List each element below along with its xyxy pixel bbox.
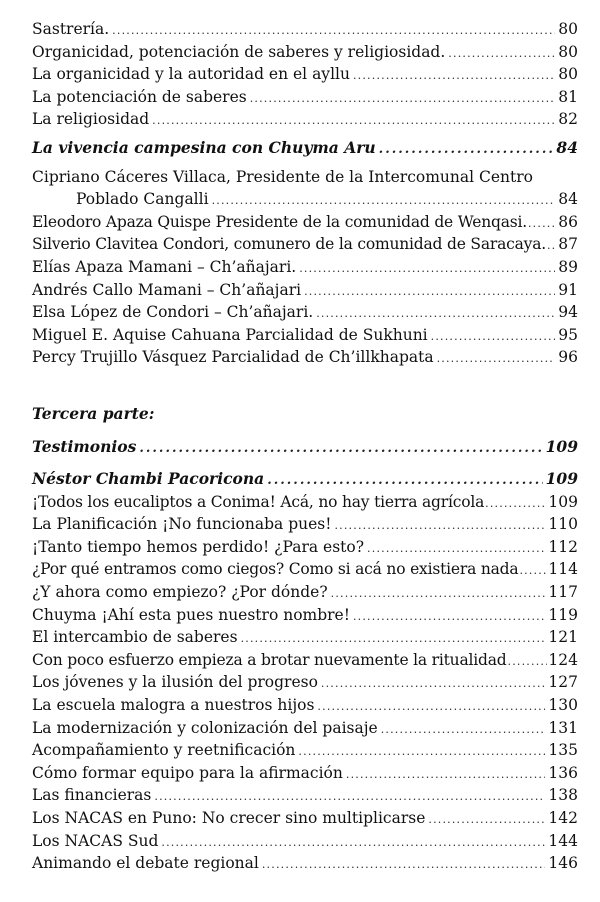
toc-entry-title: Organicidad, potenciación de saberes y religiosidad.	[32, 42, 446, 61]
toc-entry[interactable]	[32, 694, 578, 717]
toc-entry-title: Elías Apaza Mamani – Ch’añajari.	[32, 257, 297, 276]
toc-entry-title: Animando el debate regional	[32, 854, 259, 873]
dot-leader	[428, 809, 545, 832]
dot-leader	[448, 43, 555, 66]
toc-section-page: 109	[545, 436, 578, 456]
toc-entry[interactable]	[32, 211, 578, 234]
toc-entry[interactable]	[32, 491, 578, 514]
toc-entry-title: La religiosidad	[32, 110, 150, 129]
toc-entry-title: Chuyma ¡Ahí esta pues nuestro nombre!	[32, 605, 350, 624]
toc-entry-title-line2: Poblado Cangalli	[76, 190, 209, 209]
toc-entry-page: 110	[548, 515, 578, 534]
toc-entry-page: 138	[548, 786, 578, 805]
toc-entry-page: 87	[558, 235, 578, 254]
dot-leader	[508, 651, 548, 674]
toc-entry-page: 136	[548, 763, 578, 782]
part-heading: Tercera parte:	[32, 403, 155, 423]
toc-section-title: Testimonios	[32, 436, 137, 456]
toc-entry-page: 86	[558, 212, 578, 231]
toc-entry[interactable]	[32, 762, 578, 785]
dot-leader	[353, 606, 545, 629]
toc-entry-page: 109	[548, 492, 578, 511]
toc-section-testimonios[interactable]	[32, 436, 578, 459]
toc-entry[interactable]	[32, 717, 578, 740]
dot-leader	[267, 470, 542, 493]
toc-entry[interactable]	[32, 671, 578, 694]
toc-entry-page: 81	[558, 87, 578, 106]
dot-leader	[437, 348, 556, 371]
toc-section-nestor[interactable]	[32, 468, 578, 491]
dot-leader	[331, 583, 546, 606]
dot-leader	[139, 438, 542, 461]
toc-entry-title: La modernización y colonización del paisaje	[32, 718, 378, 737]
toc-entry-title: Los jóvenes y la ilusión del progreso	[32, 673, 318, 692]
table-of-contents	[32, 18, 578, 875]
toc-group-c	[32, 491, 578, 875]
toc-entry-page: 127	[548, 673, 578, 692]
toc-section-page: 109	[545, 469, 578, 489]
toc-entry-title: Acompañamiento y reetnificación	[32, 741, 296, 760]
toc-entry-title: Eleodoro Apaza Quispe Presidente de la comunidad de Wenqasi.	[32, 212, 527, 231]
toc-entry[interactable]	[32, 536, 578, 559]
dot-leader	[152, 110, 555, 133]
toc-entry-page: 124	[548, 650, 578, 669]
dot-leader	[212, 190, 556, 213]
toc-entry[interactable]	[32, 108, 578, 131]
toc-entry-title: La Planificación ¡No funcionaba pues!	[32, 515, 332, 534]
toc-section-chuyma[interactable]	[32, 137, 578, 160]
toc-entry-page: 96	[558, 348, 578, 367]
dot-leader	[353, 65, 555, 88]
toc-entry-page: 94	[558, 303, 578, 322]
dot-leader	[381, 719, 546, 742]
toc-entry-title: ¿Y ahora como empiezo? ¿Por dónde?	[32, 583, 328, 602]
dot-leader	[154, 786, 545, 809]
toc-entry-page: 82	[558, 110, 578, 129]
toc-entry-title: ¡Tanto tiempo hemos perdido! ¿Para esto?	[32, 537, 365, 556]
toc-entry-title: Elsa López de Condori – Ch’añajari.	[32, 303, 314, 322]
dot-leader	[346, 764, 546, 787]
toc-entry-page: 135	[548, 741, 578, 760]
toc-group-b	[32, 166, 578, 369]
dot-leader	[241, 628, 546, 651]
toc-entry-title-line1[interactable]: Cipriano Cáceres Villaca, Presidente de la Intercomunal Centro	[32, 167, 533, 186]
toc-entry-page: 84	[558, 190, 578, 209]
toc-entry[interactable]	[32, 513, 578, 536]
toc-entry[interactable]	[32, 301, 578, 324]
toc-entry-title: El intercambio de saberes	[32, 628, 238, 647]
toc-entry-page: 80	[558, 20, 578, 38]
toc-entry[interactable]	[32, 626, 578, 649]
toc-entry-page: 114	[548, 560, 578, 579]
dot-leader	[485, 493, 547, 516]
toc-entry-page: 142	[548, 809, 578, 827]
toc-entry-page: 144	[548, 831, 578, 850]
dot-leader	[519, 560, 547, 583]
toc-section-page: 84	[556, 137, 578, 157]
toc-entry-title: Los NACAS en Puno: No crecer sino multiplicarse	[32, 809, 426, 827]
dot-leader	[321, 673, 546, 696]
toc-entry[interactable]	[32, 581, 578, 604]
dot-leader	[528, 213, 557, 236]
toc-entry[interactable]	[32, 41, 578, 64]
toc-group-a	[32, 18, 578, 131]
dot-leader	[379, 139, 554, 162]
toc-section-title: Néstor Chambi Pacoricona	[32, 469, 265, 489]
toc-entry[interactable]	[32, 807, 578, 830]
toc-entry-title: La organicidad y la autoridad en el ayllu	[32, 65, 350, 84]
toc-entry[interactable]	[32, 346, 578, 369]
toc-entry[interactable]	[32, 558, 578, 581]
dot-leader	[367, 538, 545, 561]
toc-entry-title: Cómo formar equipo para la afirmación	[32, 763, 343, 782]
toc-entry-title: La potenciación de saberes	[32, 87, 247, 106]
dot-leader	[298, 741, 545, 764]
toc-entry[interactable]	[32, 18, 578, 41]
dot-leader	[547, 235, 557, 258]
toc-entry-title: Percy Trujillo Vásquez Parcialidad de Ch’illkhapata	[32, 348, 434, 367]
toc-entry-title: Silverio Clavitea Condori, comunero de la comunidad de Saracaya.	[32, 235, 546, 254]
toc-entry-title: Andrés Callo Mamani – Ch’añajari	[32, 280, 302, 299]
toc-entry-title: Miguel E. Aquise Cahuana Parcialidad de Sukhuni	[32, 325, 428, 344]
toc-entry-page: 95	[558, 325, 578, 344]
toc-entry[interactable]	[32, 784, 578, 807]
dot-leader	[431, 326, 556, 349]
toc-entry[interactable]	[32, 830, 578, 853]
toc-entry-title: Los NACAS Sud	[32, 831, 159, 850]
toc-entry[interactable]	[32, 649, 578, 672]
toc-entry[interactable]	[32, 852, 578, 875]
dot-leader	[161, 832, 545, 855]
toc-entry[interactable]	[32, 604, 578, 627]
toc-entry-page: 146	[548, 854, 578, 873]
toc-section-title: La vivencia campesina con Chuyma Aru	[32, 137, 376, 157]
dot-leader	[316, 303, 555, 326]
toc-entry[interactable]	[32, 233, 578, 256]
toc-entry[interactable]	[32, 188, 578, 211]
toc-entry[interactable]	[32, 324, 578, 347]
toc-entry-title: Sastrería.	[32, 20, 110, 38]
toc-entry-page: 80	[558, 65, 578, 84]
toc-entry-title: Con poco esfuerzo empieza a brotar nuevamente la ritualidad	[32, 650, 507, 669]
toc-entry-title: ¿Por qué entramos como ciegos? Como si acá no existiera nada	[32, 560, 519, 579]
dot-leader	[262, 854, 546, 877]
toc-entry[interactable]	[32, 279, 578, 302]
dot-leader	[334, 515, 545, 538]
toc-entry-page: 119	[548, 605, 578, 624]
dot-leader	[299, 258, 555, 281]
toc-entry-page: 121	[548, 628, 578, 647]
dot-leader	[250, 88, 556, 111]
dot-leader	[317, 696, 545, 719]
dot-leader	[304, 281, 555, 304]
toc-entry-title: ¡Todos los eucaliptos a Conima! Acá, no hay tierra agrícola	[32, 492, 485, 511]
toc-entry-page: 112	[548, 537, 578, 556]
toc-entry-title: Las financieras	[32, 786, 152, 805]
toc-entry[interactable]	[32, 256, 578, 279]
toc-entry-title: La escuela malogra a nuestros hijos	[32, 696, 315, 715]
toc-entry[interactable]	[32, 86, 578, 109]
toc-entry-page: 89	[558, 257, 578, 276]
toc-entry-page: 80	[558, 42, 578, 61]
dot-leader	[112, 20, 555, 43]
toc-entry-page: 91	[558, 280, 578, 299]
toc-entry-page: 130	[548, 696, 578, 715]
toc-entry-page: 131	[548, 718, 578, 737]
toc-entry[interactable]	[32, 63, 578, 86]
toc-entry-page: 117	[548, 583, 578, 602]
toc-entry[interactable]	[32, 739, 578, 762]
